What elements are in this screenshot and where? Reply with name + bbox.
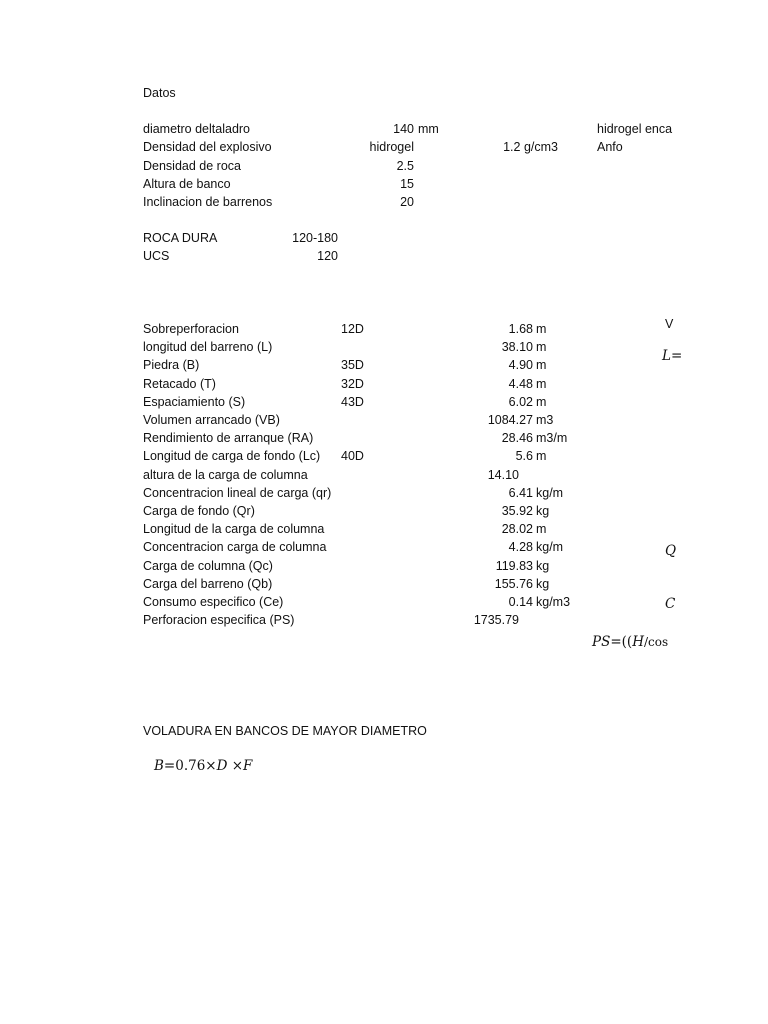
right-fragment-v: V [665, 317, 674, 331]
rock-value: 120 [317, 249, 338, 263]
result-label: Carga de fondo (Qr) [143, 504, 255, 518]
result-label: Concentracion carga de columna [143, 540, 327, 554]
result-value: 6.41 [508, 486, 533, 500]
result-label: Carga del barreno (Qb) [143, 577, 273, 591]
result-factor: 40D [341, 449, 364, 463]
result-unit: kg/m [536, 540, 564, 554]
result-factor: 35D [341, 358, 364, 372]
result-label: Longitud de la carga de columna [143, 522, 325, 536]
result-unit: kg/m3 [536, 595, 571, 609]
result-unit: m [536, 522, 547, 536]
rock-label: UCS [143, 249, 170, 263]
result-unit: m3 [536, 413, 554, 427]
result-unit: m [536, 340, 547, 354]
input-value: hidrogel [369, 140, 414, 154]
datos-title: Datos [143, 86, 176, 100]
result-value: 6.02 [508, 395, 533, 409]
result-value: 5.6 [515, 449, 533, 463]
input-label: Inclinacion de barrenos [143, 195, 273, 209]
result-label: Retacado (T) [143, 377, 216, 391]
input-label: Altura de banco [143, 177, 231, 191]
result-value: 1735.79 [473, 613, 519, 627]
formula-ps: PS=((H/cos [592, 634, 669, 650]
result-label: Rendimiento de arranque (RA) [143, 431, 314, 445]
result-value: 1.68 [508, 322, 533, 336]
result-factor: 12D [341, 322, 364, 336]
result-unit: m [536, 395, 547, 409]
right-note: Anfo [597, 140, 623, 154]
result-value: 28.46 [501, 431, 533, 445]
result-unit: kg [536, 504, 550, 518]
result-value: 4.90 [508, 358, 533, 372]
result-factor: 43D [341, 395, 364, 409]
result-label: Volumen arrancado (VB) [143, 413, 280, 427]
input-label: Densidad de roca [143, 159, 241, 173]
result-unit: m [536, 322, 547, 336]
input-value: 2.5 [396, 159, 414, 173]
result-label: Sobreperforacion [143, 322, 239, 336]
result-label: Consumo especifico (Ce) [143, 595, 284, 609]
result-unit: kg [536, 559, 550, 573]
input-value: 140 [393, 122, 414, 136]
input-label: Densidad del explosivo [143, 140, 272, 154]
result-unit: m [536, 377, 547, 391]
result-value: 28.02 [501, 522, 533, 536]
section-title: VOLADURA EN BANCOS DE MAYOR DIAMETRO [143, 724, 427, 738]
input-value: 15 [400, 177, 414, 191]
result-label: Piedra (B) [143, 358, 200, 372]
result-unit: kg [536, 577, 550, 591]
result-label: longitud del barreno (L) [143, 340, 273, 354]
result-label: Perforacion especifica (PS) [143, 613, 295, 627]
result-value: 38.10 [501, 340, 533, 354]
result-value: 4.28 [508, 540, 533, 554]
result-value: 1084.27 [487, 413, 533, 427]
result-label: Concentracion lineal de carga (qr) [143, 486, 332, 500]
result-value: 14.10 [487, 468, 519, 482]
result-label: Longitud de carga de fondo (Lc) [143, 449, 321, 463]
result-label: Carga de columna (Qc) [143, 559, 273, 573]
input-unit: mm [418, 122, 439, 136]
right-note: hidrogel enca [597, 122, 673, 136]
result-label: Espaciamiento (S) [143, 395, 246, 409]
result-value: 155.76 [494, 577, 533, 591]
formula-l-fragment: L= [662, 348, 683, 364]
formula-c-fragment: C [665, 596, 676, 612]
result-factor: 32D [341, 377, 364, 391]
input-value: 20 [400, 195, 414, 209]
formula-q-fragment: Q [665, 543, 677, 559]
result-unit: kg/m [536, 486, 564, 500]
result-value: 119.83 [495, 559, 533, 573]
rock-label: ROCA DURA [143, 231, 218, 245]
result-unit: m [536, 449, 547, 463]
result-unit: m [536, 358, 547, 372]
formula-burden: B=0.76×D ×F [154, 758, 253, 774]
result-unit: m3/m [536, 431, 568, 445]
input-extra: 1.2 g/cm3 [503, 140, 558, 154]
result-value: 35.92 [501, 504, 533, 518]
result-label: altura de la carga de columna [143, 468, 308, 482]
result-value: 4.48 [508, 377, 533, 391]
rock-value: 120-180 [292, 231, 338, 245]
input-label: diametro deltaladro [143, 122, 251, 136]
result-value: 0.14 [508, 595, 533, 609]
